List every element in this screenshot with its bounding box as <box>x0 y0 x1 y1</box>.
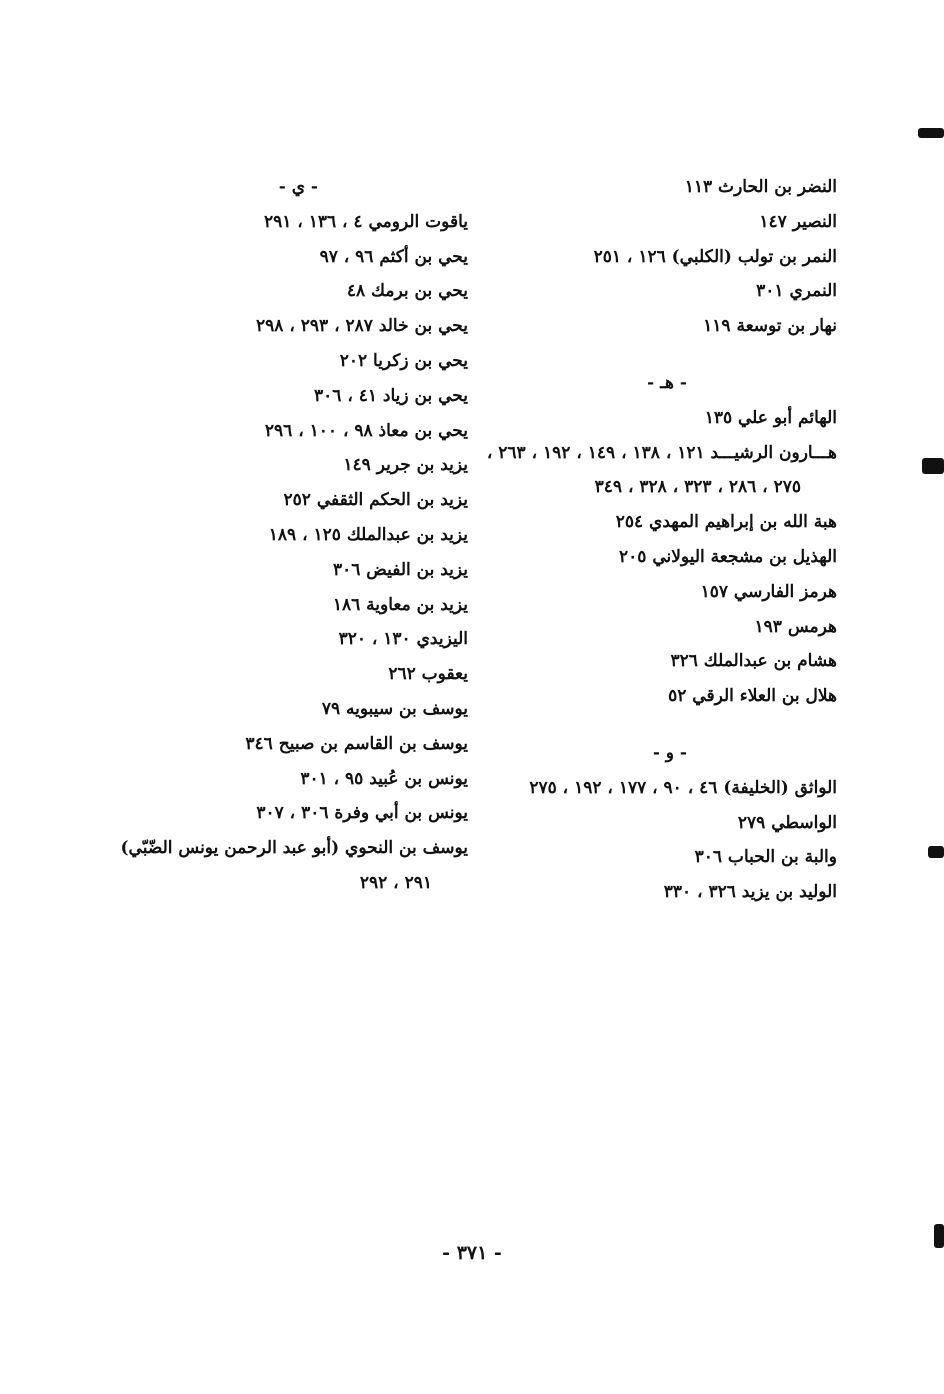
index-entry: يحي بن برمك ٤٨ <box>346 281 468 302</box>
scan-mark <box>918 128 944 138</box>
index-entry: يحي بن أكثم ٩٦ ، ٩٧ <box>319 246 468 267</box>
index-entry: هبة الله بن إبراهيم المهدي ٢٥٤ <box>615 512 837 533</box>
index-entry: والبة بن الحباب ٣٠٦ <box>694 847 837 868</box>
index-entry: يحي بن معاذ ٩٨ ، ١٠٠ ، ٢٩٦ <box>264 420 468 441</box>
index-entry-continuation: ٢٩١ ، ٢٩٢ <box>359 872 432 893</box>
index-entry: هرمس ١٩٣ <box>754 616 837 637</box>
index-entry: يزيد بن عبدالملك ١٢٥ ، ١٨٩ <box>268 524 468 545</box>
index-entry: يوسف بن القاسم بن صبيح ٣٤٦ <box>245 733 468 754</box>
index-entry: يوسف بن النحوي (أبو عبد الرحمن يونس الضّبّي) <box>120 838 468 859</box>
section-letter-heading: - ي - <box>278 177 318 197</box>
section-letter-heading: - هـ - <box>647 372 687 393</box>
index-entry: يعقوب ٢٦٢ <box>388 664 468 685</box>
index-entry: يحي بن زياد ٤١ ، ٣٠٦ <box>314 385 468 406</box>
index-entry: يزيد بن الفيض ٣٠٦ <box>332 559 468 580</box>
index-entry: هرمز الفارسي ١٥٧ <box>700 581 837 602</box>
index-entry-continuation: ٢٧٥ ، ٢٨٦ ، ٣٢٣ ، ٣٢٨ ، ٣٤٩ <box>594 477 801 498</box>
index-entry: النمري ٣٠١ <box>756 281 837 302</box>
index-column-right <box>477 170 837 910</box>
index-entry: هـــارون الرشيـــد ١٢١ ، ١٣٨ ، ١٤٩ ، ١٩٢ ، ٢٦٣ ، <box>486 442 837 463</box>
index-entry: اليزيدي ١٣٠ ، ٣٢٠ <box>338 629 468 650</box>
index-entry: الواثق (الخليفة) ٤٦ ، ٩٠ ، ١٧٧ ، ١٩٢ ، ٢٧٥ <box>529 777 837 798</box>
index-column-left <box>108 170 468 901</box>
index-entry: يحي بن زكريا ٢٠٢ <box>339 350 468 371</box>
scan-mark <box>922 458 944 474</box>
index-entry: النضر بن الحارث ١١٣ <box>684 177 837 197</box>
index-entry: نهار بن توسعة ١١٩ <box>703 316 837 337</box>
index-entry: النصير ١٤٧ <box>759 211 837 232</box>
index-entry: يونس بن عُبيد ٩٥ ، ٣٠١ <box>300 768 468 789</box>
index-entry: الواسطي ٢٧٩ <box>737 812 837 833</box>
scan-mark <box>934 1224 944 1248</box>
scan-mark <box>928 846 944 858</box>
index-entry: يزيد بن جرير ١٤٩ <box>343 455 468 476</box>
index-entry: النمر بن تولب (الكلبي) ١٢٦ ، ٢٥١ <box>593 246 837 267</box>
index-entry: يزيد بن الحكم الثقفي ٢٥٢ <box>283 490 468 511</box>
index-entry: الهذيل بن مشجعة اليولاني ٢٠٥ <box>619 546 837 567</box>
index-entry: الهائم أبو علي ١٣٥ <box>704 407 837 428</box>
page-number: - ٣٧١ - <box>442 1242 502 1264</box>
index-entry: هشام بن عبدالملك ٣٢٦ <box>670 651 837 672</box>
index-entry: هلال بن العلاء الرقي ٥٢ <box>668 686 837 707</box>
index-entry: يوسف بن سيبويه ٧٩ <box>321 698 468 719</box>
section-spacer <box>477 344 837 366</box>
section-spacer <box>477 714 837 736</box>
section-letter-heading: - و - <box>652 742 687 763</box>
index-entry: يونس بن أبي وفرة ٣٠٦ ، ٣٠٧ <box>256 803 468 824</box>
index-entry: ياقوت الرومي ٤ ، ١٣٦ ، ٢٩١ <box>263 211 468 232</box>
index-entry: يحي بن خالد ٢٨٧ ، ٢٩٣ ، ٢٩٨ <box>256 316 468 337</box>
index-entry: يزيد بن معاوية ١٨٦ <box>332 594 468 615</box>
index-entry: الوليد بن يزيد ٣٢٦ ، ٣٣٠ <box>663 882 837 903</box>
